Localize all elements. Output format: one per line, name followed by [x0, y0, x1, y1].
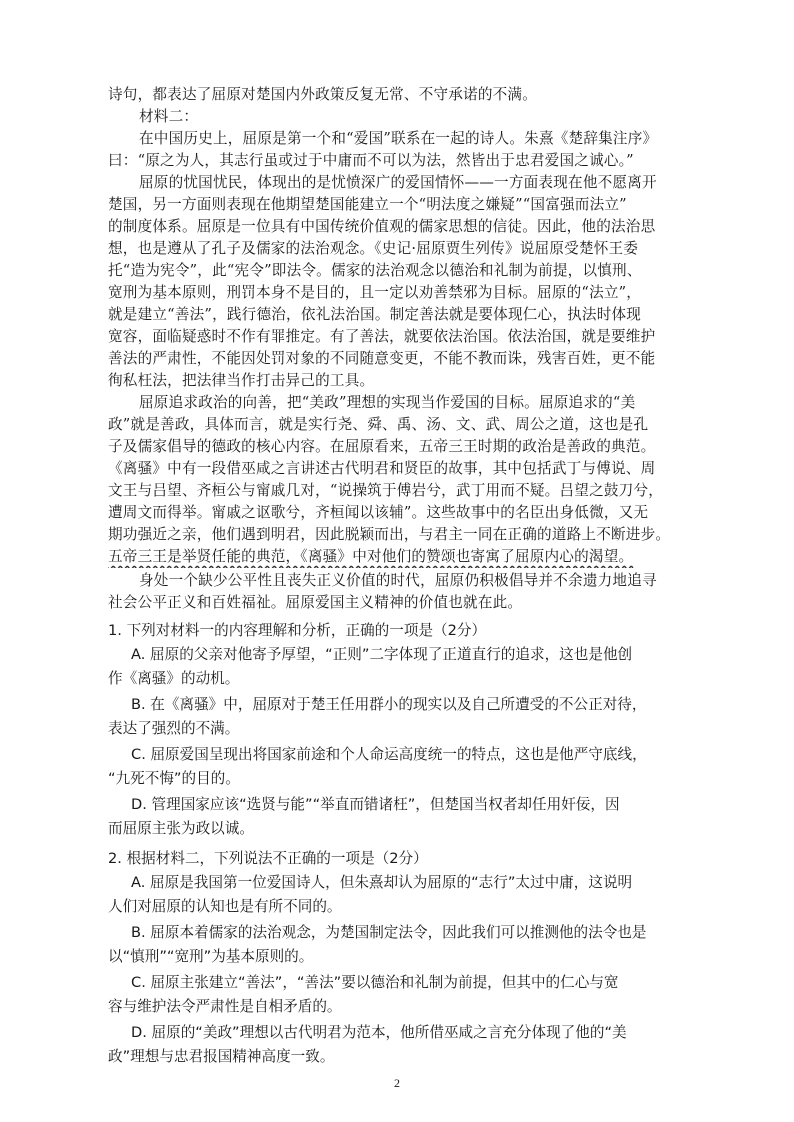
paragraph-line: 期功强近之亲，他们遇到明君，因此脱颖而出，与君主一同在正确的道路上不断进步。 [108, 526, 671, 543]
paragraph-line: 文王与吕望、齐桓公与甯戚几对，“说操筑于傅岩兮，武丁用而不疑。吕望之鼓刀兮， [108, 482, 664, 499]
page-number: 2 [394, 1076, 400, 1090]
paragraph-line: 就是建立“善法”，践行德治，依礼法治国。制定善法就是要体现仁心，执法时体现 [108, 306, 642, 323]
paragraph-line: 身处一个缺少公平性且丧失正义价值的时代，屈原仍积极倡导并不余遗力地追寻 [139, 572, 657, 589]
paragraph-line: 的制度体系。屈原是一位具有中国传统价值观的儒家思想的信徒。因此，他的法治思 [108, 218, 656, 235]
question-2-stem: 2. 根据材料二，下列说法不正确的一项是（2分） [108, 850, 428, 867]
paragraph-line: 五帝三王是举贤任能的典范，《离骚》中对他们的赞颂也寄寓了屈原内心的渴望。 [108, 548, 634, 565]
question-1-option-a: A. 屈原的父亲对他寄予厚望，“正则”二字体现了正道直行的追求，这也是他创 [131, 646, 633, 663]
question-2-option-b-cont: 以“慎刑”“宽刑”为基本原则的。 [108, 948, 314, 965]
question-1-option-a-cont: 作《离骚》的动机。 [108, 670, 240, 687]
question-2-option-c-cont: 容与维护法令严肃性是自相矛盾的。 [108, 998, 342, 1015]
question-1-option-d: D. 管理国家应该“选贤与能”“举直而错诸枉”，但楚国当权者却任用奸佞，因 [131, 796, 620, 813]
question-2-option-d: D. 屈原的“美政”理想以古代明君为范本，他所借巫咸之言充分体现了他的“美 [131, 1024, 627, 1041]
paragraph-line: 宽容，面临疑惑时不作有罪推定。有了善法，就要依法治国。依法治国，就是要维护 [108, 328, 656, 345]
question-1-option-b: B. 在《离骚》中，屈原对于楚王任用群小的现实以及自己所遭受的不公正对待， [131, 696, 647, 713]
paragraph-line: 想，也是遵从了孔子及儒家的法治观念。《史记·屈原贾生列传》说屈原受楚怀王委 [108, 240, 639, 257]
question-1-option-c: C. 屈原爱国呈现出将国家前途和个人命运高度统一的特点，这也是他严守底线， [131, 746, 647, 763]
paragraph-line: 宽刑为基本原则，刑罚本身不是目的，且一定以劝善禁邪为目标。屈原的“法立”， [108, 284, 642, 301]
question-2-option-a-cont: 人们对屈原的认知也是有所不同的。 [108, 898, 342, 915]
question-1-stem: 1. 下列对材料一的内容理解和分析，正确的一项是（2分） [108, 622, 487, 639]
question-2-option-d-cont: 政”理想与忠君报国精神高度一致。 [108, 1048, 335, 1065]
paragraph-line: 屈原的忧国忧民，体现出的是忧愤深广的爱国情怀——一方面表现在他不愿离开 [139, 174, 657, 191]
material-two-heading: 材料二： [139, 108, 199, 125]
paragraph-line: 子及儒家倡导的德政的核心内容。在屈原看来，五帝三王时期的政治是善政的典范。 [108, 438, 656, 455]
question-1-option-c-cont: “九死不悔”的目的。 [108, 770, 240, 787]
question-2-option-a: A. 屈原是我国第一位爱国诗人，但朱熹却认为屈原的“志行”太过中庸，这说明 [131, 874, 633, 891]
paragraph-line: 在中国历史上，屈原是第一个和“爱国”联系在一起的诗人。朱熹《楚辞集注序》 [139, 130, 658, 147]
paragraph-line: 托“造为宪令”，此“宪令”即法令。儒家的法治观念以德治和礼制为前提，以慎刑、 [108, 262, 642, 279]
paragraph-line: 善法的严肃性，不能因处罚对象的不同随意变更，不能不教而诛，残害百姓，更不能 [108, 350, 656, 367]
question-2-option-c: C. 屈原主张建立“善法”，“善法”要以德治和礼制为前提，但其中的仁心与宽 [131, 974, 619, 991]
material-one-tail: 诗句，都表达了屈原对楚国内外政策反复无常、不守承诺的不满。 [108, 86, 538, 103]
question-1-option-d-cont: 而屈原主张为政以诚。 [108, 820, 254, 837]
paragraph-line: 徇私枉法，把法律当作打击异己的工具。 [108, 372, 375, 389]
paragraph-line: 《离骚》中有一段借巫咸之言讲述古代明君和贤臣的故事，其中包括武丁与傅说、周 [108, 460, 656, 477]
paragraph-line: 政”就是善政，具体而言，就是实行尧、舜、禹、汤、文、武、周公之道，这也是孔 [108, 416, 649, 433]
paragraph-line: 屈原追求政治的向善，把“美政”理想的实现当作爱国的目标。屈原追求的“美 [139, 394, 636, 411]
paragraph-line: 曰：“原之为人，其志行虽或过于中庸而不可以为法，然皆出于忠君爱国之诚心。” [108, 152, 634, 169]
paragraph-line: 社会公平正义和百姓福祉。屈原爱国主义精神的价值也就在此。 [108, 594, 523, 611]
question-2-option-b: B. 屈原本着儒家的法治观念，为楚国制定法令，因此我们可以推测他的法令也是 [131, 924, 647, 941]
question-1-option-b-cont: 表达了强烈的不满。 [108, 720, 240, 737]
paragraph-line: 遭周文而得举。甯戚之讴歌兮，齐桓闻以该辅”。这些故事中的名臣出身低微，又无 [108, 504, 649, 521]
paragraph-line: 楚国，另一方面则表现在他期望楚国能建立一个“明法度之嫌疑”“国富强而法立” [108, 196, 627, 213]
